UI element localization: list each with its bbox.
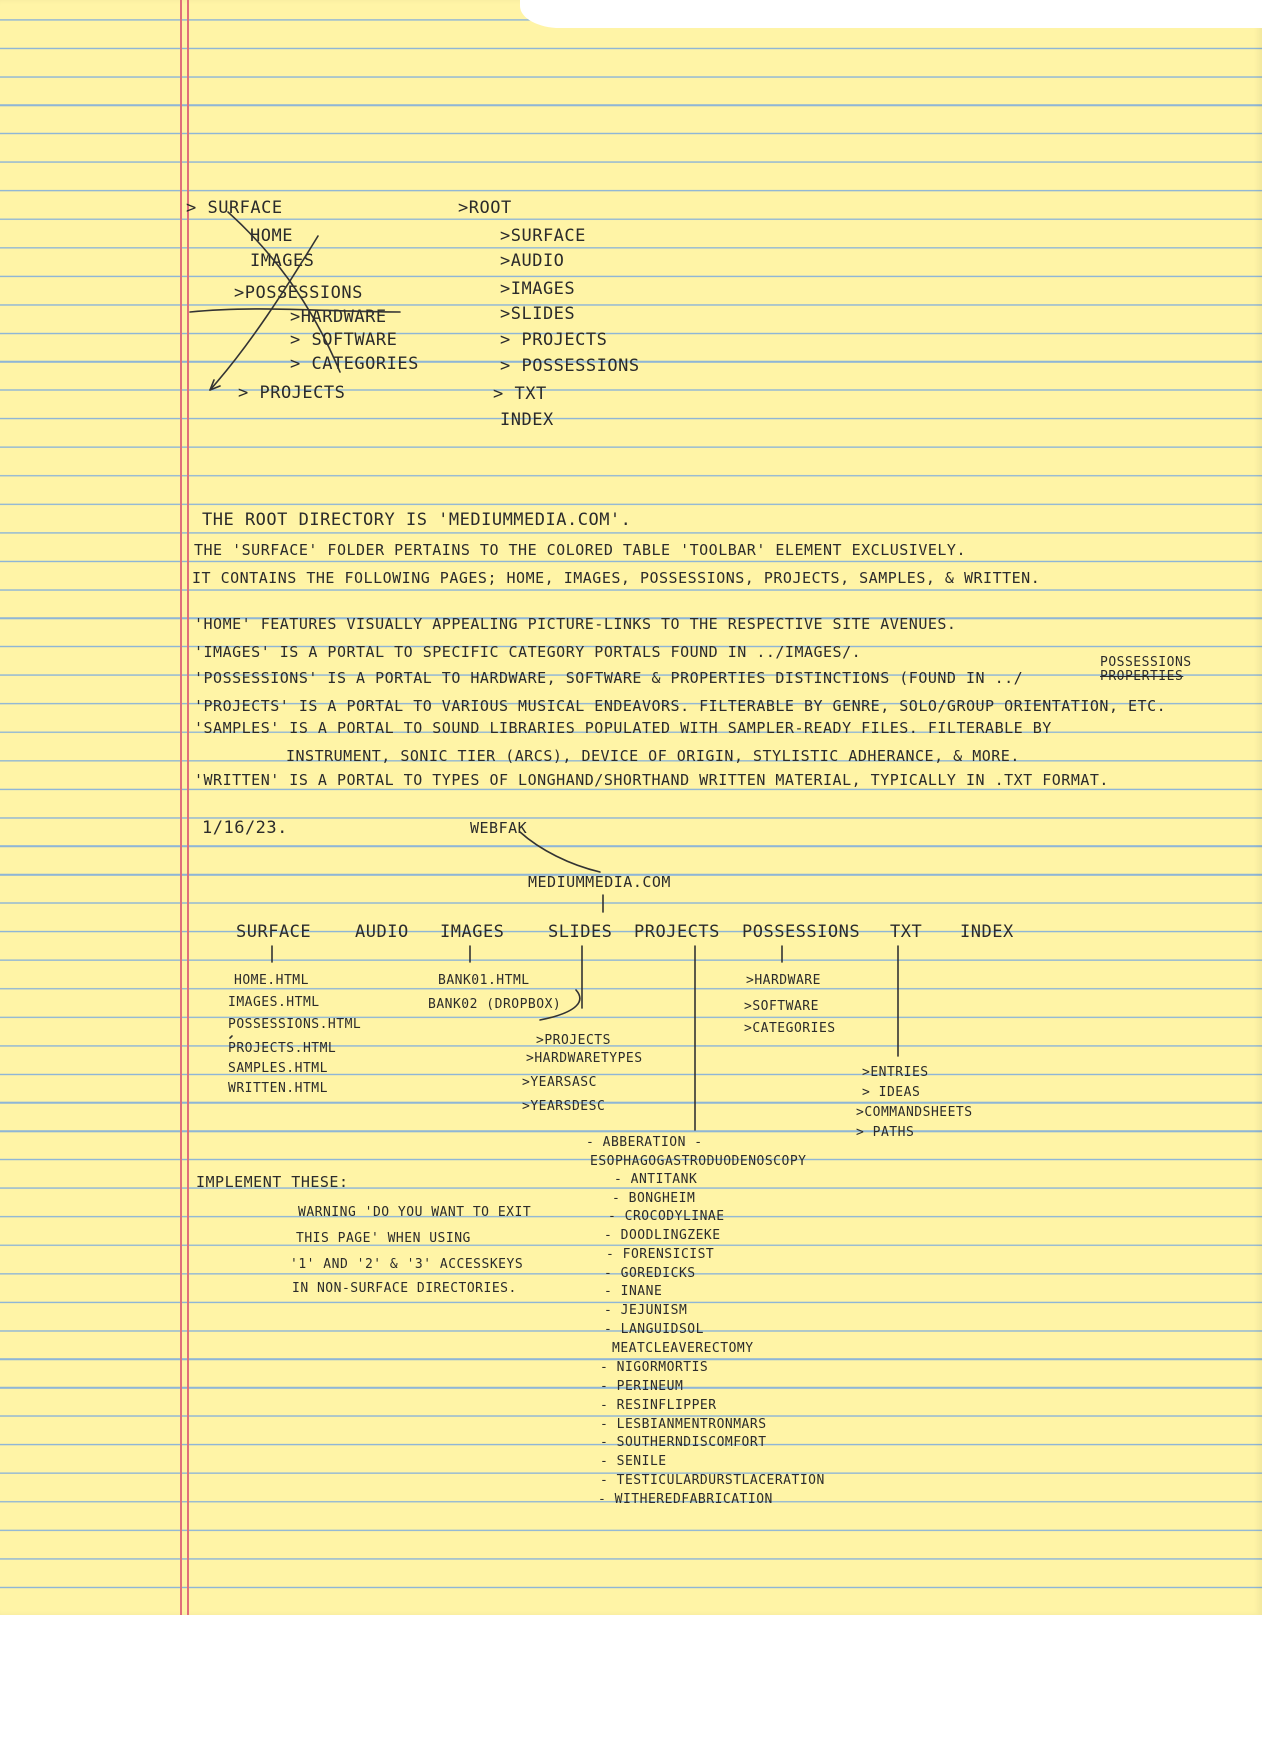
project-item: - CROCODYLINAE <box>608 1209 725 1224</box>
project-item: - LANGUIDSOL <box>604 1322 704 1337</box>
txt-child: > PATHS <box>856 1125 915 1140</box>
host-connector <box>520 832 600 872</box>
folder-images: IMAGES <box>440 922 505 942</box>
outline-right-item: >AUDIO <box>500 251 565 271</box>
project-item: - ANTITANK <box>614 1172 698 1187</box>
dollar-underline <box>230 1036 232 1038</box>
implement-heading: IMPLEMENT THESE: <box>196 1173 349 1191</box>
slides-bracket <box>540 990 580 1020</box>
surface-file: SAMPLES.HTML <box>228 1061 328 1076</box>
project-item: - DOODLINGZEKE <box>604 1228 721 1243</box>
surface-file: POSSESSIONS.HTML <box>228 1017 362 1032</box>
outline-left-item: > SURFACE <box>186 198 283 218</box>
cross-out-stroke-2 <box>210 236 318 390</box>
note-line: 'IMAGES' IS A PORTAL TO SPECIFIC CATEGORY PORTALS FOUND IN ../IMAGES/. <box>194 643 862 661</box>
project-item: - SENILE <box>600 1454 667 1469</box>
outline-left-item: > PROJECTS <box>238 383 346 403</box>
note-line: 'HOME' FEATURES VISUALLY APPEALING PICTURE-LINKS TO THE RESPECTIVE SITE AVENUES. <box>194 615 957 633</box>
note-line: THE 'SURFACE' FOLDER PERTAINS TO THE COLORED TABLE 'TOOLBAR' ELEMENT EXCLUSIVELY. <box>194 541 966 559</box>
surface-file: HOME.HTML <box>234 973 309 988</box>
outline-right-item: > POSSESSIONS <box>500 356 640 376</box>
implement-line: IN NON-SURFACE DIRECTORIES. <box>292 1281 517 1296</box>
implement-line: WARNING 'DO YOU WANT TO EXIT <box>298 1205 532 1220</box>
outline-right-item: > PROJECTS <box>500 330 608 350</box>
folder-index: INDEX <box>960 922 1014 942</box>
date: 1/16/23. <box>202 818 288 838</box>
outline-left-item: > CATEGORIES <box>290 354 419 374</box>
project-item: - INANE <box>604 1284 663 1299</box>
project-item: - FORENSICIST <box>606 1247 715 1262</box>
project-item: - TESTICULARDURSTLACERATION <box>600 1473 825 1488</box>
possessions-child: >SOFTWARE <box>744 999 819 1014</box>
surface-file: WRITTEN.HTML <box>228 1081 328 1096</box>
cross-out-stroke-3 <box>190 309 400 312</box>
tree-host: WEBFAK <box>470 819 528 837</box>
slides-child: >PROJECTS <box>536 1033 611 1048</box>
folder-audio: AUDIO <box>355 922 409 942</box>
outline-right-item: >ROOT <box>458 198 512 218</box>
slides-child: >YEARSASC <box>522 1075 597 1090</box>
project-item: - RESINFLIPPER <box>600 1398 717 1413</box>
project-item: - WITHEREDFABRICATION <box>598 1492 773 1507</box>
outline-left-item: >POSSESSIONS <box>234 283 363 303</box>
outline-right-item: >SLIDES <box>500 304 576 324</box>
implement-line: '1' AND '2' & '3' ACCESSKEYS <box>290 1257 524 1272</box>
outline-left-item: >HARDWARE <box>290 307 387 327</box>
project-item: - JEJUNISM <box>604 1303 688 1318</box>
images-file: BANK01.HTML <box>438 973 530 988</box>
note-line: 'SAMPLES' IS A PORTAL TO SOUND LIBRARIES POPULATED WITH SAMPLER-READY FILES. FILTERABLE BY <box>194 719 1052 737</box>
images-file: BANK02 (DROPBOX) <box>428 997 562 1012</box>
note-line: THE ROOT DIRECTORY IS 'MEDIUMMEDIA.COM'. <box>202 510 632 530</box>
folder-slides: SLIDES <box>548 922 613 942</box>
outline-left-item: IMAGES <box>250 251 315 271</box>
folder-possessions: POSSESSIONS <box>742 922 861 942</box>
project-item: ESOPHAGOGASTRODUODENOSCOPY <box>590 1154 807 1169</box>
surface-file: IMAGES.HTML <box>228 995 320 1010</box>
txt-child: > IDEAS <box>862 1085 921 1100</box>
note-aside-properties: PROPERTIES <box>1100 669 1184 684</box>
project-item: - SOUTHERNDISCOMFORT <box>600 1435 767 1450</box>
possessions-child: >CATEGORIES <box>744 1021 836 1036</box>
folder-projects: PROJECTS <box>634 922 720 942</box>
folder-txt: TXT <box>890 922 923 942</box>
project-item: - LESBIANMENTRONMARS <box>600 1417 767 1432</box>
project-item: - NIGORMORTIS <box>600 1360 709 1375</box>
project-item: - BONGHEIM <box>612 1191 696 1206</box>
project-item: - PERINEUM <box>600 1379 684 1394</box>
implement-line: THIS PAGE' WHEN USING <box>296 1231 471 1246</box>
txt-child: >COMMANDSHEETS <box>856 1105 973 1120</box>
project-item: - ABBERATION - <box>586 1135 703 1150</box>
outline-right-item: INDEX <box>500 410 554 430</box>
possessions-child: >HARDWARE <box>746 973 821 988</box>
slides-child: >HARDWARETYPES <box>526 1051 643 1066</box>
folder-surface: SURFACE <box>236 922 312 942</box>
note-line: 'PROJECTS' IS A PORTAL TO VARIOUS MUSICAL ENDEAVORS. FILTERABLE BY GENRE, SOLO/GROUP ORIENTATION, ETC. <box>194 697 1167 715</box>
project-item: MEATCLEAVERECTOMY <box>612 1341 754 1356</box>
surface-file: PROJECTS.HTML <box>228 1041 337 1056</box>
note-line: IT CONTAINS THE FOLLOWING PAGES; HOME, IMAGES, POSSESSIONS, PROJECTS, SAMPLES, & WRITTEN. <box>192 569 1041 587</box>
outline-left-item: HOME <box>250 226 293 246</box>
note-aside-possessions: POSSESSIONS <box>1100 655 1192 670</box>
project-item: - GOREDICKS <box>604 1266 696 1281</box>
note-line: 'WRITTEN' IS A PORTAL TO TYPES OF LONGHAND/SHORTHAND WRITTEN MATERIAL, TYPICALLY IN .TXT FORMAT. <box>194 771 1109 789</box>
note-line: 'POSSESSIONS' IS A PORTAL TO HARDWARE, SOFTWARE & PROPERTIES DISTINCTIONS (FOUND IN ../ <box>194 669 1024 687</box>
outline-right-item: >IMAGES <box>500 279 576 299</box>
slides-child: >YEARSDESC <box>522 1099 606 1114</box>
tree-root: MEDIUMMEDIA.COM <box>528 873 671 891</box>
outline-right-item: >SURFACE <box>500 226 586 246</box>
outline-left-item: > SOFTWARE <box>290 330 398 350</box>
note-line: INSTRUMENT, SONIC TIER (ARCS), DEVICE OF ORIGIN, STYLISTIC ADHERANCE, & MORE. <box>286 747 1020 765</box>
txt-child: >ENTRIES <box>862 1065 929 1080</box>
outline-right-item: > TXT <box>493 384 547 404</box>
